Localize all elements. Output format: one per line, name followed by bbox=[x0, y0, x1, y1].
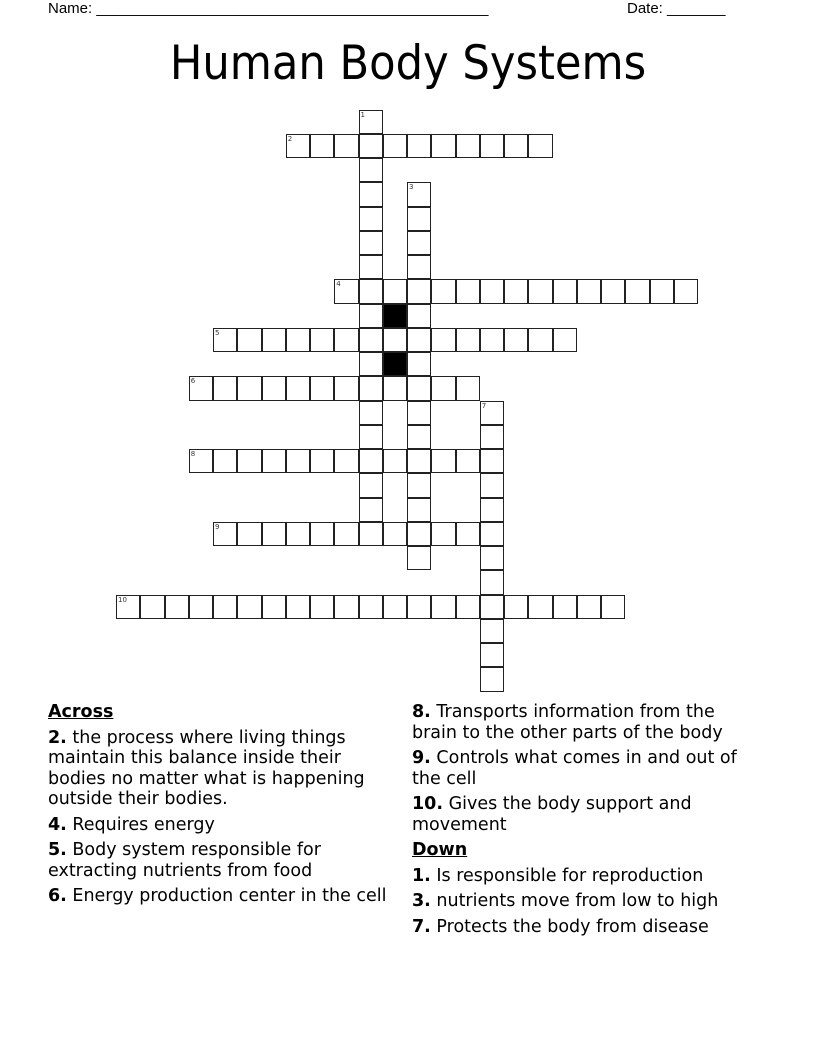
grid-cell[interactable] bbox=[480, 546, 504, 570]
grid-cell[interactable] bbox=[286, 328, 310, 352]
grid-cell[interactable] bbox=[310, 595, 334, 619]
clue-number: 10. bbox=[412, 794, 444, 814]
clue-number-label: 8 bbox=[190, 450, 196, 458]
grid-cell[interactable] bbox=[262, 449, 286, 473]
clue-number-label: 1 bbox=[360, 110, 365, 119]
grid-cell[interactable] bbox=[237, 522, 261, 546]
grid-cell[interactable] bbox=[553, 328, 577, 352]
grid-cell[interactable] bbox=[407, 231, 431, 255]
grid-cell[interactable] bbox=[480, 498, 504, 522]
clue-number: 9. bbox=[412, 748, 431, 768]
grid-cell[interactable] bbox=[480, 473, 504, 497]
grid-cell[interactable] bbox=[237, 376, 261, 400]
grid-cell[interactable] bbox=[407, 255, 431, 279]
grid-cell[interactable] bbox=[116, 595, 140, 619]
grid-cell[interactable] bbox=[359, 473, 383, 497]
grid-cell[interactable] bbox=[504, 328, 528, 352]
grid-cell[interactable] bbox=[431, 376, 455, 400]
grid-cell[interactable] bbox=[383, 134, 407, 158]
clue-across-10 bbox=[412, 794, 762, 835]
clue-text: Gives the body support and movement bbox=[412, 794, 692, 835]
grid-cell[interactable] bbox=[334, 449, 358, 473]
grid-cell[interactable] bbox=[286, 134, 310, 158]
clues-left-column bbox=[48, 702, 398, 912]
grid-cell[interactable] bbox=[359, 182, 383, 206]
grid-cell[interactable] bbox=[334, 328, 358, 352]
grid-cell[interactable] bbox=[262, 595, 286, 619]
grid-cell[interactable] bbox=[577, 595, 601, 619]
grid-cell[interactable] bbox=[334, 522, 358, 546]
grid-cell[interactable] bbox=[359, 134, 383, 158]
grid-cell[interactable] bbox=[407, 352, 431, 376]
grid-cell[interactable] bbox=[553, 595, 577, 619]
grid-cell[interactable] bbox=[674, 279, 698, 303]
grid-cell[interactable] bbox=[407, 376, 431, 400]
clue-down-7 bbox=[412, 917, 762, 938]
grid-cell[interactable] bbox=[431, 595, 455, 619]
grid-cell[interactable] bbox=[262, 522, 286, 546]
grid-cell[interactable] bbox=[286, 522, 310, 546]
grid-cell[interactable] bbox=[480, 619, 504, 643]
grid-cell[interactable] bbox=[189, 376, 213, 400]
grid-cell[interactable] bbox=[480, 328, 504, 352]
grid-cell[interactable] bbox=[310, 134, 334, 158]
grid-cell[interactable] bbox=[480, 401, 504, 425]
grid-cell[interactable] bbox=[189, 449, 213, 473]
grid-cell[interactable] bbox=[407, 546, 431, 570]
grid-cell[interactable] bbox=[383, 522, 407, 546]
clue-number-label: 10 bbox=[118, 595, 127, 604]
grid-cell[interactable] bbox=[528, 134, 552, 158]
grid-cell[interactable] bbox=[456, 134, 480, 158]
grid-cell[interactable] bbox=[310, 449, 334, 473]
grid-cell[interactable] bbox=[383, 595, 407, 619]
clue-number: 4. bbox=[48, 814, 67, 835]
clue-number-label: 3 bbox=[409, 183, 414, 192]
grid-cell[interactable] bbox=[650, 279, 674, 303]
grid-cell[interactable] bbox=[359, 401, 383, 425]
grid-cell[interactable] bbox=[407, 522, 431, 546]
page-title: Human Body Systems bbox=[169, 36, 647, 91]
clue-across-8 bbox=[412, 702, 762, 743]
grid-cell[interactable] bbox=[359, 231, 383, 255]
clue-number: 1. bbox=[412, 865, 431, 886]
across-heading: Across bbox=[48, 702, 114, 722]
clue-number-label: 5 bbox=[215, 328, 220, 337]
grid-cell[interactable] bbox=[359, 522, 383, 546]
grid-cell[interactable] bbox=[407, 134, 431, 158]
grid-cell[interactable] bbox=[480, 570, 504, 594]
name-field[interactable]: Name: _______________________________________________ bbox=[48, 0, 489, 17]
black-square bbox=[383, 352, 407, 376]
grid-cell[interactable] bbox=[359, 328, 383, 352]
grid-cell[interactable] bbox=[383, 376, 407, 400]
clue-number-label: 6 bbox=[190, 377, 196, 386]
grid-cell[interactable] bbox=[383, 328, 407, 352]
grid-cell[interactable] bbox=[528, 328, 552, 352]
clue-across-5 bbox=[48, 840, 398, 881]
date-field[interactable]: Date: _______ bbox=[627, 0, 726, 17]
clue-number: 6. bbox=[48, 886, 67, 906]
grid-cell[interactable] bbox=[334, 376, 358, 400]
grid-cell[interactable] bbox=[165, 595, 189, 619]
grid-cell[interactable] bbox=[334, 595, 358, 619]
grid-cell[interactable] bbox=[601, 595, 625, 619]
grid-cell[interactable] bbox=[286, 449, 310, 473]
grid-cell[interactable] bbox=[407, 182, 431, 206]
grid-cell[interactable] bbox=[553, 279, 577, 303]
grid-cell[interactable] bbox=[456, 595, 480, 619]
grid-cell[interactable] bbox=[480, 595, 504, 619]
clue-across-6 bbox=[48, 886, 398, 907]
grid-cell[interactable] bbox=[456, 522, 480, 546]
clue-number-label: 9 bbox=[215, 522, 220, 531]
grid-cell[interactable] bbox=[504, 134, 528, 158]
grid-cell[interactable] bbox=[480, 134, 504, 158]
clue-number: 5. bbox=[48, 840, 67, 860]
grid-cell[interactable] bbox=[480, 279, 504, 303]
grid-cell[interactable] bbox=[431, 328, 455, 352]
grid-cell[interactable] bbox=[359, 158, 383, 182]
grid-cell[interactable] bbox=[528, 595, 552, 619]
grid-cell[interactable] bbox=[456, 376, 480, 400]
grid-cell[interactable] bbox=[213, 522, 237, 546]
clue-text: Body system responsible for extracting nutrients from food bbox=[48, 840, 321, 881]
clue-across-4 bbox=[48, 815, 398, 836]
grid-cell[interactable] bbox=[262, 328, 286, 352]
grid-cell[interactable] bbox=[480, 643, 504, 667]
grid-cell[interactable] bbox=[480, 667, 504, 691]
grid-cell[interactable] bbox=[407, 595, 431, 619]
grid-cell[interactable] bbox=[286, 595, 310, 619]
clue-text: Is responsible for reproduction bbox=[430, 865, 704, 886]
grid-cell[interactable] bbox=[213, 328, 237, 352]
grid-cell[interactable] bbox=[431, 522, 455, 546]
grid-cell[interactable] bbox=[262, 376, 286, 400]
grid-cell[interactable] bbox=[359, 110, 383, 134]
grid-cell[interactable] bbox=[359, 279, 383, 303]
grid-cell[interactable] bbox=[528, 279, 552, 303]
clue-number: 3. bbox=[412, 891, 431, 911]
grid-cell[interactable] bbox=[407, 328, 431, 352]
grid-cell[interactable] bbox=[237, 595, 261, 619]
grid-cell[interactable] bbox=[601, 279, 625, 303]
grid-cell[interactable] bbox=[504, 279, 528, 303]
down-heading: Down bbox=[412, 840, 468, 860]
clue-text: Protects the body from disease bbox=[430, 916, 709, 937]
grid-cell[interactable] bbox=[237, 449, 261, 473]
grid-cell[interactable] bbox=[213, 449, 237, 473]
grid-cell[interactable] bbox=[431, 449, 455, 473]
clue-text: Controls what comes in and out of the cell bbox=[412, 748, 737, 789]
grid-cell[interactable] bbox=[359, 595, 383, 619]
clue-text: Energy production center in the cell bbox=[66, 886, 387, 906]
grid-cell[interactable] bbox=[310, 522, 334, 546]
grid-cell[interactable] bbox=[407, 279, 431, 303]
clue-number-label: 4 bbox=[336, 280, 341, 289]
grid-cell[interactable] bbox=[480, 522, 504, 546]
grid-cell[interactable] bbox=[407, 425, 431, 449]
grid-cell[interactable] bbox=[625, 279, 649, 303]
grid-cell[interactable] bbox=[213, 376, 237, 400]
grid-cell[interactable] bbox=[310, 376, 334, 400]
grid-cell[interactable] bbox=[359, 207, 383, 231]
grid-cell[interactable] bbox=[359, 449, 383, 473]
grid-cell[interactable] bbox=[213, 595, 237, 619]
grid-cell[interactable] bbox=[431, 279, 455, 303]
grid-cell[interactable] bbox=[407, 449, 431, 473]
clue-text: Transports information from the brain to the other parts of the body bbox=[412, 702, 723, 743]
grid-cell[interactable] bbox=[359, 425, 383, 449]
grid-cell[interactable] bbox=[310, 328, 334, 352]
grid-cell[interactable] bbox=[286, 376, 310, 400]
clue-text: nutrients move from low to high bbox=[430, 891, 719, 911]
clue-across-9 bbox=[412, 748, 762, 789]
grid-cell[interactable] bbox=[431, 134, 455, 158]
grid-cell[interactable] bbox=[456, 279, 480, 303]
clue-down-3 bbox=[412, 891, 762, 912]
grid-cell[interactable] bbox=[334, 279, 358, 303]
grid-cell[interactable] bbox=[407, 473, 431, 497]
grid-cell[interactable] bbox=[383, 449, 407, 473]
clue-text: the process where living things maintain this balance inside their bodies no matter what is happening outside their bodies. bbox=[48, 727, 365, 809]
grid-cell[interactable] bbox=[359, 304, 383, 328]
clue-number-label: 7 bbox=[481, 401, 487, 410]
grid-cell[interactable] bbox=[359, 498, 383, 522]
grid-cell[interactable] bbox=[577, 279, 601, 303]
grid-cell[interactable] bbox=[359, 255, 383, 279]
clue-number: 7. bbox=[412, 916, 431, 937]
grid-cell[interactable] bbox=[480, 449, 504, 473]
grid-cell[interactable] bbox=[456, 328, 480, 352]
black-square bbox=[383, 304, 407, 328]
grid-cell[interactable] bbox=[456, 449, 480, 473]
grid-cell[interactable] bbox=[189, 595, 213, 619]
clue-down-1 bbox=[412, 866, 762, 887]
clue-number: 8. bbox=[412, 702, 431, 722]
grid-cell[interactable] bbox=[359, 352, 383, 376]
grid-cell[interactable] bbox=[504, 595, 528, 619]
clue-text: Requires energy bbox=[66, 814, 215, 835]
grid-cell[interactable] bbox=[480, 425, 504, 449]
grid-cell[interactable] bbox=[359, 376, 383, 400]
grid-cell[interactable] bbox=[334, 134, 358, 158]
grid-cell[interactable] bbox=[407, 207, 431, 231]
clue-number: 2. bbox=[48, 727, 67, 748]
grid-cell[interactable] bbox=[407, 498, 431, 522]
grid-cell[interactable] bbox=[383, 279, 407, 303]
clues-right-column bbox=[412, 702, 762, 942]
clue-number-label: 2 bbox=[287, 134, 293, 143]
grid-cell[interactable] bbox=[140, 595, 164, 619]
grid-cell[interactable] bbox=[237, 328, 261, 352]
grid-cell[interactable] bbox=[407, 401, 431, 425]
grid-cell[interactable] bbox=[407, 304, 431, 328]
clue-across-2 bbox=[48, 728, 398, 810]
